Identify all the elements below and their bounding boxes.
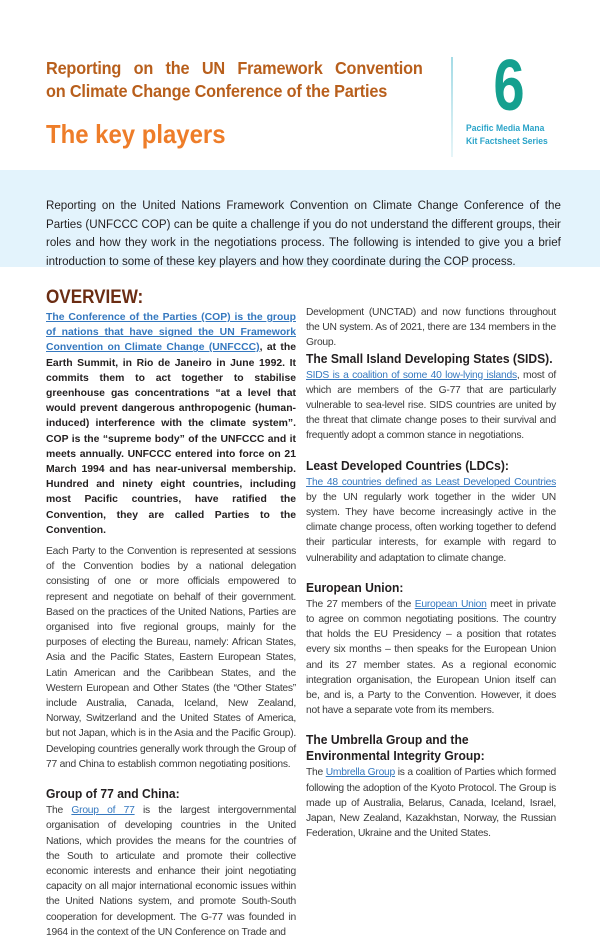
eu-text: meet in private to agree on common negotiating positions. The country that holds the EU Presidency – a position that rotates every six months – then speaks for the European Union and its 27 member states. As a regional economic integration organisation, the European Union itself can be, and is, a Party to the Convention. However, it does not have a separate vote from its members. — [306, 598, 556, 717]
overview-paragraph-1 — [46, 310, 296, 538]
left-column — [46, 288, 296, 940]
ldcs-text: by the UN regularly work together in the wider UN system. They have become increasingly active in the climate change process, often working together to defend their particular interests, for example with regard to vulnerability and adaptation to climate change. — [306, 491, 556, 564]
series-name — [466, 122, 556, 148]
umbrella-text: is a coalition of Parties which formed following the adoption of the Kyoto Protocol. The Group is made up of Australia, Belarus, Canada, Iceland, Israel, Japan, New Zealand, Kazakhstan, Norway, the Russian Federation, Ukraine and the United States. — [306, 767, 556, 840]
right-column — [306, 305, 556, 841]
eu-pre-text: The 27 members of the — [306, 598, 415, 610]
intro-band — [0, 170, 600, 267]
overview-paragraph-2: Each Party to the Convention is represented at sessions of the Convention bodies by a national delegation consisting of one or more officials empowered to represent and negotiate on behalf of their government. Based on the practices of the United Nations, Parties are organised into five regional groups, mainly for the purposes of electing the Bureau, namely: African States, Asia and the Pacific States, Eastern European States, Latin American and the Caribbean States, and the Western European and Other States (the “Other States” include Australia, Canada, Iceland, New Zealand, Norway, Switzerland and the United States of America, but not Japan, which is in the Asia and the Pacific Group). Developing countries generally work through the Group of 77 and China to establish common negotiating positions. — [46, 546, 296, 770]
sids-link[interactable]: SIDS is a coalition of some 40 low-lying islands — [306, 369, 517, 381]
cop-link[interactable]: The Conference of the Parties (COP) is the group of nations that have signed the UN Framework Convention on Climate Change (UNFCCC) — [46, 312, 296, 354]
series-title — [46, 57, 423, 103]
overview-heading: OVERVIEW: — [46, 287, 144, 308]
series-name-line-1: Pacific Media Mana — [466, 123, 545, 134]
g77-paragraph — [46, 803, 296, 940]
eu-paragraph — [306, 597, 556, 719]
umbrella-paragraph — [306, 765, 556, 841]
intro-text: Reporting on the United Nations Framework Convention on Climate Change Conference of the Parties (UNFCCC COP) can be quite a challenge if you do not understand the different groups, their roles and how they work in the negotiations process. The following is intended to give you a brief introduction to some of these key players and how they coordinate during the COP process. — [46, 198, 561, 268]
ldcs-paragraph — [306, 475, 556, 566]
g77-text: is the largest intergovernmental organisation of developing countries in the United Nations, which provides the means for the countries of the South to articulate and promote their collective economic interests and enhance their joint negotiating capacity on all major international economic issues within the United Nations system, and promote South-South cooperation for development. The G-77 was founded in 1964 in the context of the UN Conference on Trade and — [46, 805, 296, 938]
umbrella-group-link[interactable]: Umbrella Group — [325, 767, 396, 779]
g77-heading: Group of 77 and China: — [46, 786, 180, 802]
ldcs-link[interactable]: The 48 countries defined as Least Developed Countries — [306, 476, 556, 488]
series-title-line-2: on Climate Change Conference of the Parties — [46, 81, 388, 101]
series-title-line-1: Reporting on the UN Framework Convention — [46, 58, 423, 78]
sids-paragraph — [306, 368, 556, 444]
page-header — [0, 0, 600, 170]
eu-heading: European Union: — [306, 579, 404, 595]
european-union-link[interactable]: European Union — [414, 598, 487, 610]
ldcs-heading: Least Developed Countries (LDCs): — [306, 457, 509, 473]
g77-paragraph-continued: Development (UNCTAD) and now functions throughout the UN system. As of 2021, there are 134 members in the Group. — [306, 307, 556, 349]
series-name-line-2: Kit Factsheet Series — [466, 136, 548, 147]
sids-text: , most of which are members of the G-77 that are particularly vulnerable to sea-level rise. SIDS countries are united by the threat that climate change poses to their survival and frequently adopt a common stance in negotiations. — [306, 369, 556, 442]
sids-heading: The Small Island Developing States (SIDS). — [306, 350, 553, 366]
factsheet-number: 6 — [493, 46, 525, 126]
page-title: The key players — [46, 119, 226, 149]
g77-pre-text: The — [46, 805, 72, 817]
umbrella-heading: The Umbrella Group and the Environmental Integrity Group: — [306, 732, 485, 764]
header-divider — [451, 57, 453, 157]
overview-paragraph-1-text: , at the Earth Summit, in Rio de Janeiro in June 1992. It commits them to act together to stabilise greenhouse gas concentrations “at a level that would prevent dangerous anthropogenic (human-induced) interference with the climate system”. COP is the “supreme body” of the UNFCCC and it meets annually. UNFCCC entered into force on 21 March 1994 and has near-universal membership. Hundred and ninety eight countries, including most Pacific countries, have ratified the Convention, they are called Parties to the Convention. — [46, 342, 296, 536]
umbrella-pre-text: The — [306, 767, 326, 779]
group-of-77-link[interactable]: Group of 77 — [71, 805, 135, 817]
